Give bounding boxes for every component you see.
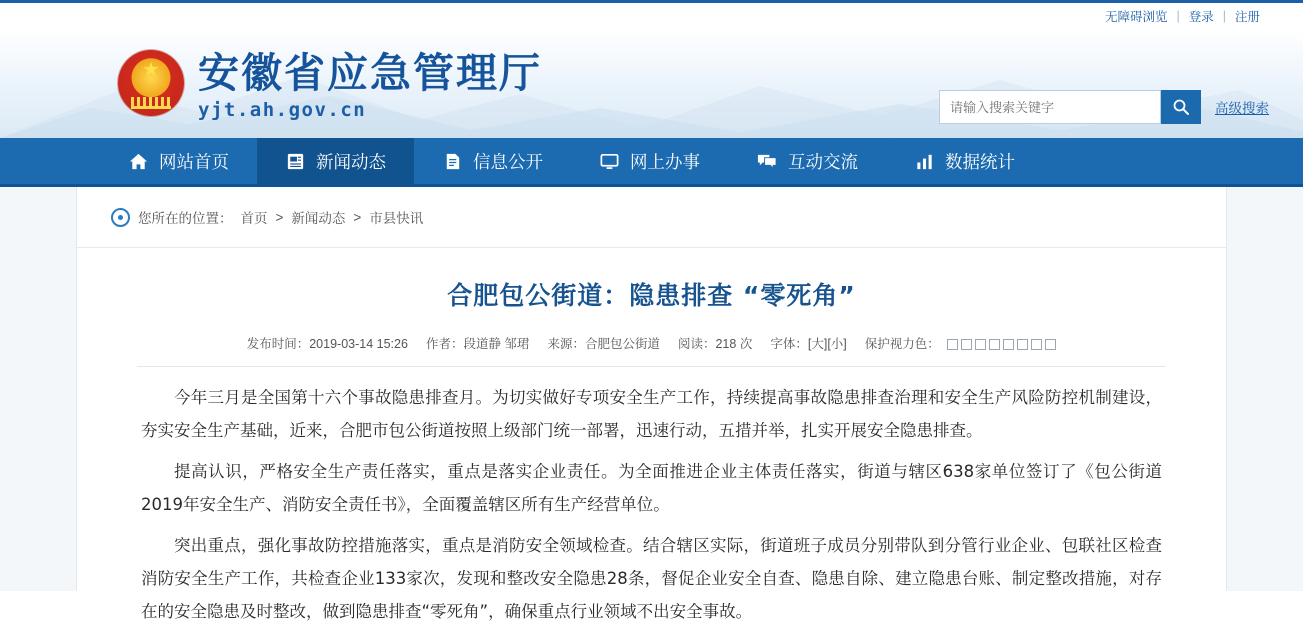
eyecare-swatch[interactable] (1003, 339, 1014, 350)
page-body (0, 187, 1303, 621)
nav-item-home[interactable] (100, 138, 257, 184)
meta-source-value: 合肥包公街道 (584, 337, 660, 351)
fontsize-small-button[interactable]: [小] (827, 337, 847, 351)
article-paragraph: 突出重点，强化事故防控措施落实，重点是消防安全领域检查。结合辖区实际，街道班子成员分别带队到分管行业企业、包联社区检查消防安全生产工作，共检查企业133家次，发现和整改安全隐患28条，督促企业安全自查、隐患自除、建立隐患台账、制定整改措施，对存在的安全隐患及时整改，做到隐患排查“零死角”，确保重点行业领域不出安全事故。 (141, 536, 1162, 621)
nav-label-interaction: 互动交流 (788, 151, 858, 172)
advanced-search-link[interactable]: 高级搜索 (1215, 101, 1269, 116)
utility-separator-2: | (1222, 8, 1226, 23)
search-button[interactable] (1161, 90, 1201, 124)
home-icon (128, 151, 149, 172)
article-body (137, 367, 1166, 628)
breadcrumb-separator-2: > (353, 209, 362, 225)
emblem-star-icon: ★ (142, 59, 160, 81)
meta-source-label: 来源： (547, 337, 585, 351)
breadcrumb-prefix: 您所在的位置： (138, 211, 233, 226)
chat-icon (756, 151, 778, 172)
meta-author (426, 334, 530, 352)
meta-eyecare (865, 334, 1057, 352)
nav-item-statistics[interactable] (886, 138, 1043, 184)
monitor-icon (599, 151, 620, 172)
breadcrumb (77, 187, 1226, 248)
site-domain: yjt.ah.gov.cn (198, 99, 367, 122)
nav-label-information-disclosure: 信息公开 (473, 151, 543, 172)
article (77, 248, 1226, 628)
nav-label-news: 新闻动态 (316, 151, 386, 172)
search-input[interactable] (940, 91, 1160, 123)
register-link[interactable]: 注册 (1234, 9, 1260, 24)
nav-label-statistics: 数据统计 (945, 151, 1015, 172)
main-navigation (0, 138, 1303, 187)
article-paragraph: 今年三月是全国第十六个事故隐患排查月。为切实做好专项安全生产工作，持续提高事故隐患排查治理和安全生产风险防控机制建设，夯实安全生产基础，近来，合肥市包公街道按照上级部门统一部署，迅速行动，五措并举，扎实开展安全隐患排查。 (141, 388, 1162, 440)
eyecare-swatch[interactable] (975, 339, 986, 350)
document-icon (442, 151, 463, 172)
meta-read-count (678, 334, 752, 352)
breadcrumb-item-city-news[interactable]: 市县快讯 (369, 211, 424, 226)
site-header (0, 28, 1303, 138)
meta-author-value: 段道静 邹珺 (463, 337, 530, 351)
utility-separator-1: | (1176, 8, 1180, 23)
news-icon (285, 151, 306, 172)
breadcrumb-item-news[interactable]: 新闻动态 (291, 211, 346, 226)
fontsize-large-button[interactable]: [大] (807, 337, 828, 351)
meta-publish-label: 发布时间： (246, 337, 310, 351)
eyecare-swatch[interactable] (1031, 339, 1042, 350)
eyecare-swatch[interactable] (961, 339, 972, 350)
eyecare-swatch[interactable] (947, 339, 958, 350)
emblem-gear-icon (131, 97, 171, 109)
eyecare-swatch-list[interactable] (947, 339, 1056, 350)
nav-item-interaction[interactable] (728, 138, 886, 184)
site-logo[interactable] (118, 50, 542, 121)
utility-bar (0, 0, 1303, 28)
meta-read-unit: 次 (739, 337, 753, 351)
meta-fontsize (770, 334, 846, 352)
eyecare-swatch[interactable] (1045, 339, 1056, 350)
search-area (939, 90, 1269, 124)
location-pin-icon (111, 208, 130, 227)
breadcrumb-item-home[interactable]: 首页 (240, 211, 268, 226)
article-title: 合肥包公街道：隐患排查 “零死角” (447, 281, 856, 310)
meta-fontsize-label: 字体： (770, 337, 808, 351)
article-paragraph: 提高认识，严格安全生产责任落实，重点是落实企业责任。为全面推进企业主体责任落实，街道与辖区638家单位签订了《包公街道2019年安全生产、消防安全责任书》，全面覆盖辖区所有生产经营单位。 (141, 462, 1162, 514)
meta-publish-value: 2019-03-14 15:26 (309, 337, 408, 351)
meta-eyecare-label: 保护视力色： (864, 337, 940, 351)
breadcrumb-separator-1: > (275, 209, 284, 225)
search-icon (1172, 98, 1190, 116)
chart-icon (914, 151, 935, 172)
meta-read-value: 218 (715, 337, 737, 351)
search-box[interactable] (939, 90, 1161, 124)
meta-publish-time (247, 334, 408, 352)
article-meta (137, 334, 1166, 352)
accessibility-link[interactable]: 无障碍浏览 (1104, 9, 1168, 24)
site-title: 安徽省应急管理厅 (198, 49, 542, 97)
meta-read-label: 阅读： (677, 337, 716, 351)
eyecare-swatch[interactable] (989, 339, 1000, 350)
nav-label-online-service: 网上办事 (630, 151, 700, 172)
nav-item-information-disclosure[interactable] (414, 138, 571, 184)
nav-item-online-service[interactable] (571, 138, 728, 184)
eyecare-swatch[interactable] (1017, 339, 1028, 350)
meta-source (547, 334, 660, 352)
meta-author-label: 作者： (425, 337, 464, 351)
national-emblem-icon (118, 50, 184, 116)
nav-label-home: 网站首页 (159, 151, 229, 172)
content-card (76, 187, 1227, 621)
login-link[interactable]: 登录 (1188, 9, 1214, 24)
nav-item-news[interactable] (257, 138, 414, 184)
